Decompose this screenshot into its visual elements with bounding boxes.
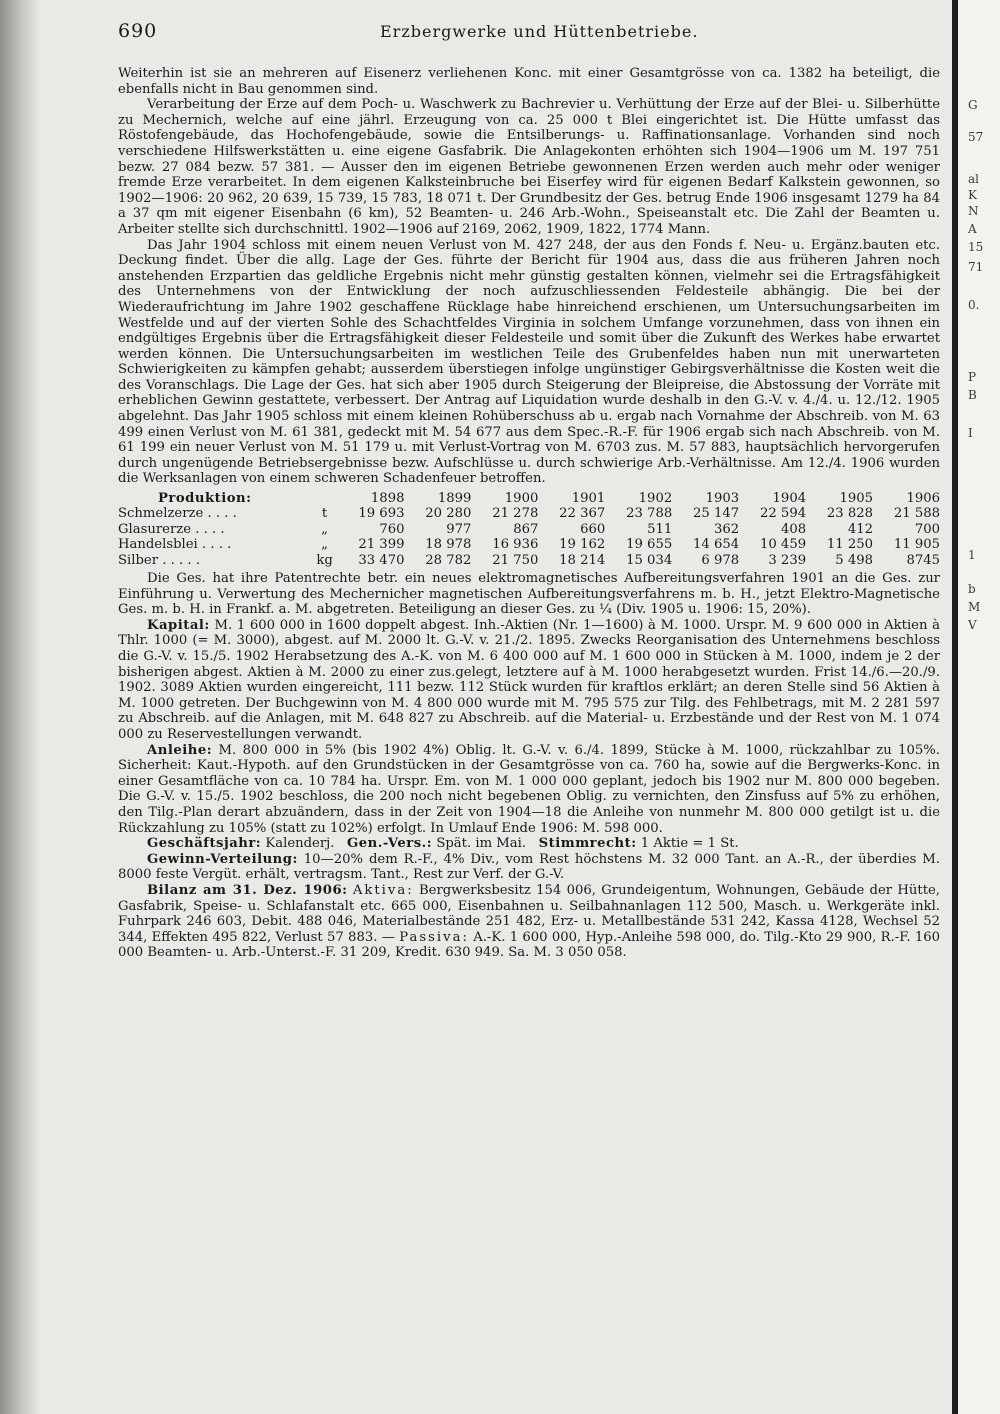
section-gewinn-verteilung [118,852,940,883]
section-geschaeftsjahr [118,836,940,852]
margin-fragment: 1 [968,548,976,562]
year-header: 1904 [772,491,807,507]
cell-value: 19 655 [626,537,673,553]
section-bilanz [118,883,940,961]
margin-fragment: G [968,98,978,112]
cell-value: 18 978 [425,537,472,553]
cell-value: 21 750 [492,552,539,568]
section-anleihe [118,743,940,837]
cell-value: 22 594 [759,506,807,522]
margin-fragment: b [968,582,976,596]
cell-value: 23 788 [626,506,673,522]
margin-fragment: N [968,204,979,218]
page-body [118,66,940,961]
cell-value: 660 [580,521,606,537]
cell-value: 412 [847,521,874,537]
passiva-text: A.-K. 1 600 000, Hyp.-Anleihe 598 000, do. Tilg.-Kto 29 900, R.-F. 160 000 Beamten- u. Arb.-Unterst.-F. 31 209, Kredit. 630 949. Sa. M. 3 050 058. [118,929,940,961]
row-label: Glasurerze . . . . [118,521,225,537]
gewinn-text: 10—20% dem R.-F., 4% Div., vom Rest höchstens M. 32 000 Tant. an A.-R., der überdies M. 8000 feste Vergüt. erhält, vertragsm. Tant., Rest zur Verf. der G.-V. [118,851,940,883]
margin-fragment: V [968,618,977,632]
cell-value: 760 [379,521,405,537]
cell-value: 25 147 [693,506,740,522]
genvers-label: Gen.-Vers.: [347,836,433,852]
running-title: Erzbergwerke und Hüttenbetriebe. [380,22,699,41]
cell-value: 8745 [906,552,940,568]
page-gutter-shadow [0,0,40,1414]
cell-value: 21 399 [358,537,405,553]
cell-value: 16 936 [492,537,539,553]
geschaeftsjahr-label: Geschäftsjahr: [147,836,262,852]
year-header: 1905 [839,491,874,507]
row-unit: „ [321,521,328,537]
cell-value: 18 214 [559,552,606,568]
cell-value: 20 280 [425,506,472,522]
cell-value: 22 367 [559,506,606,522]
row-label: Silber . . . . . [118,552,200,568]
production-header-row [118,491,940,506]
row-label: Schmelzerze . . . . [118,506,237,522]
stimmrecht-label: Stimmrecht: [538,836,637,852]
cell-value: 21 278 [492,506,539,522]
geschaeftsjahr-text: Kalenderj. [265,836,335,852]
cell-value: 28 782 [425,552,472,568]
cell-value: 15 034 [626,552,673,568]
cell-value: 21 588 [893,506,940,522]
table-row [118,553,940,568]
margin-fragment: P [968,370,977,384]
aktiva-label: Aktiva: [352,882,414,898]
margin-fragment: A [968,222,977,236]
paragraph-verarbeitung: Verarbeitung der Erze auf dem Poch- u. Waschwerk zu Bachrevier u. Verhüttung der Erze auf der Blei- u. Silberhütte zu Mechernich, welche auf eine jährl. Erzeugung von ca. 25 000 t Blei eingerichtet ist. Die Hütte umfasst das Röstofengebäude, das Hochofengebäude, sowie die Entsilberungs- u. Raffinationsanlage. Vorhanden sind noch verschiedene Hilfswerkstätten u. eine eigene Gasfabrik. Die Anlagekonten erhöhten sich 1904—1906 um M. 197 751 bezw. 27 084 bezw. 57 381. — Ausser den im eigenen Betriebe gewonnenen Erzen werden auch mehr oder weniger fremde Erze verarbeitet. In dem eigenen Kalksteinbruche bei Eiserfey wird für eigenen Bedarf Kalkstein gewonnen, so 1902—1906: 20 962, 20 639, 15 739, 15 783, 18 071 t. Der Grundbesitz der Ges. betrug Ende 1906 insgesamt 1279 ha 84 a 37 qm mit eigener Eisenbahn (6 km), 52 Beamten- u. 246 Arb.-Wohn., Speiseanstalt etc. Die Zahl der Beamten u. Arbeiter stellte sich durchschnittl. 1902—1906 auf 2169, 2062, 1909, 1822, 1774 Mann. [118,97,940,237]
cell-value: 33 470 [358,552,405,568]
row-label: Handelsblei . . . . [118,537,232,553]
genvers-text: Spät. im Mai. [436,836,527,852]
production-heading: Produktion: [158,491,252,507]
row-unit: kg [316,552,333,568]
cell-value: 14 654 [693,537,740,553]
page-number: 690 [118,20,158,42]
margin-fragment: 57 [968,130,984,144]
cell-value: 11 905 [893,537,940,553]
margin-fragment: al [968,172,979,186]
year-header: 1899 [437,491,472,507]
row-unit: „ [321,537,328,553]
year-header: 1898 [370,491,405,507]
year-header: 1900 [504,491,539,507]
year-header: 1903 [705,491,740,507]
cell-value: 11 250 [826,537,874,553]
stimmrecht-text: 1 Aktie = 1 St. [640,836,739,852]
cell-value: 362 [714,521,740,537]
table-row [118,522,940,537]
year-header: 1906 [906,491,940,507]
cell-value: 23 828 [826,506,874,522]
cell-value: 977 [446,521,472,537]
cell-value: 6 978 [701,552,740,568]
kapital-text: M. 1 600 000 in 1600 doppelt abgest. Inh.-Aktien (Nr. 1—1600) à M. 1000. Urspr. M. 9 600 000 in Aktien à Thlr. 1000 (= M. 3000), abgest. auf M. 2000 lt. G.-V. v. 21./2. 1895. Zwecks Reorganisation des Unternehmens beschloss die G.-V. v. 15./5. 1902 Herabsetzung des A.-K. von M. 6 400 000 auf M. 1 600 000 in Stücken à M. 1000, indem je 2 der bisherigen abgest. Aktien à M. 2000 zu einer zus.gelegt, letztere auf à M. 1000 herabgesetzt wurden. Frist 14./6.—20./9. 1902. 3089 Aktien wurden eingereicht, 111 bezw. 112 Stück wurden für kraftlos erklärt; an deren Stelle sind 56 Aktien à M. 1000 getreten. Der Buchgewinn von M. 4 800 000 wurde mit M. 795 575 zur Tilg. des Fehlbetrags, mit M. 2 281 597 zu Abschreib. auf die Anlagen, mit M. 648 827 zu Abschreib. auf die Material- u. Erzbestände und der Rest von M. 1 074 000 zu Reservestellungen verwandt. [118,617,940,742]
adjacent-page-strip [952,0,1000,1414]
cell-value: 408 [780,521,807,537]
table-row [118,506,940,521]
margin-fragment: K [968,188,977,202]
cell-value: 5 498 [835,552,874,568]
gewinn-label: Gewinn-Verteilung: [147,851,298,867]
paragraph-patentrechte: Die Ges. hat ihre Patentrechte betr. ein neues elektromagnetisches Aufbereitungsverfahren 1901 an die Ges. zur Einführung u. Verwertung des Mechernicher magnetischen Aufbereitungsverfahrens m. b. H., jetzt Elektro-Magnetische Ges. m. b. H. in Frankf. a. M. abgetreten. Beteiligung an dieser Ges. zu ¼ (Div. 1905 u. 1906: 15, 20%). [118,571,940,618]
margin-fragment: I [968,426,973,440]
row-unit: t [321,506,328,522]
cell-value: 19 162 [559,537,606,553]
paragraph-konzessionen: Weiterhin ist sie an mehreren auf Eisenerz verliehenen Konc. mit einer Gesamtgrösse von ca. 1382 ha beteiligt, die ebenfalls nicht in Bau genommen sind. [118,66,940,97]
anleihe-text: M. 800 000 in 5% (bis 1902 4%) Oblig. lt. G.-V. v. 6./4. 1899, Stücke à M. 1000, rückzahlbar zu 105%. Sicherheit: Kaut.-Hypoth. auf den Grundstücken in der Gesamtgrösse von ca. 760 ha, sowie auf die Bergwerks-Konc. in einer Gesamtfläche von ca. 10 784 ha. Urspr. Em. von M. 1 000 000 geplant, jedoch bis 1902 nur M. 800 000 begeben. Die G.-V. v. 15./5. 1902 beschloss, die 200 noch nicht begebenen Oblig. zu vernichten, den Zinsfuss auf 5% zu erhöhen, den Tilg.-Plan derart abzuändern, dass in der Zeit von 1904—18 die Anleihe von nunmehr M. 800 000 getilgt ist u. die Rückzahlung zu 105% (statt zu 102%) erfolgt. In Umlauf Ende 1906: M. 598 000. [118,742,940,836]
passiva-label: Passiva: [399,929,469,945]
margin-fragment: B [968,388,977,402]
cell-value: 511 [647,521,673,537]
cell-value: 700 [914,521,940,537]
cell-value: 867 [513,521,539,537]
cell-value: 19 693 [358,506,405,522]
cell-value: 3 239 [768,552,807,568]
margin-fragment: 0. [968,298,980,312]
margin-fragment: 15 [968,240,984,254]
bilanz-label: Bilanz am 31. Dez. 1906: [147,882,348,898]
margin-fragment: M [968,600,981,614]
year-header: 1902 [638,491,673,507]
aktiva-text: Bergwerksbesitz 154 006, Grundeigentum, Wohnungen, Gebäude der Hütte, Gasfabrik, Speise- u. Schlafanstalt etc. 665 000, Eisenbahnen u. Seilbahnanlagen 112 500, Masch. u. Werkgeräte inkl. Fuhrpark 246 603, Debit. 488 046, Materialbestände 251 482, Erz- u. Metallbestände 531 242, Kassa 4128, Wechsel 52 344, Effekten 495 822, Verlust 57 883. — [118,882,940,945]
cell-value: 10 459 [759,537,807,553]
unit-column-header [312,491,338,506]
section-kapital [118,618,940,743]
margin-fragment: 71 [968,260,984,274]
production-table [118,491,940,568]
paragraph-geschaeftsverlauf: Das Jahr 1904 schloss mit einem neuen Verlust von M. 427 248, der aus den Fonds f. Neu- u. Ergänz.bauten etc. Deckung findet. Über die allg. Lage der Ges. führte der Bericht für 1904 aus, dass die aus früheren Jahren noch anstehenden Erzpartien das geldliche Ergebnis nicht mehr günstig gestalten können, vielmehr sei die Ertragsfähigkeit des Unternehmens von der Entwicklung der noch aufzuschliessenden Feldesteile abhängig. Die bei der Wiederaufrichtung im Jahre 1902 geschaffene Rücklage habe hinreichend erschienen, um Untersuchungsarbeiten im Westfelde und auf der vierten Sohle des Schachtfeldes Virginia in solchem Umfange vorzunehmen, dass von ihnen ein endgültiges Ergebnis über die Ertragsfähigkeit dieser Feldesteile und somit über die Zukunft des Werkes habe erwartet werden können. Die Untersuchungsarbeiten im westlichen Teile des Grubenfeldes haben nun mit unerwarteten Schwierigkeiten zu kämpfen gehabt; ausserdem überstiegen infolge ungünstiger Gebirgsverhältnisse die Kosten weit die des Voranschlags. Die Lage der Ges. hat sich aber 1905 durch Steigerung der Bleipreise, die Abstossung der Vorräte mit erheblichen Gewinn gestattete, verbessert. Der Antrag auf Liquidation wurde deshalb in den G.-V. v. 4./4. u. 12./12. 1905 abgelehnt. Das Jahr 1905 schloss mit einem kleinen Rohüberschuss ab u. ergab nach Vornahme der Abschreib. von M. 63 499 einen Verlust von M. 61 381, gedeckt mit M. 54 677 aus dem Spec.-R.-F. für 1906 ergab sich nach Abschreib. von M. 61 199 ein neuer Verlust von M. 51 179 u. mit Verlust-Vortrag von M. 6703 zus. M. 57 883, hauptsächlich hervorgerufen durch ungenügende Betriebsergebnisse bezw. Aufschlüsse u. durch schwierige Arb.-Verhältnisse. Am 12./4. 1906 wurden die Werksanlagen von einem schweren Schadenfeuer betroffen. [118,237,940,487]
kapital-label: Kapital: [147,617,210,633]
year-header: 1901 [571,491,606,507]
anleihe-label: Anleihe: [147,742,213,758]
table-row [118,537,940,552]
